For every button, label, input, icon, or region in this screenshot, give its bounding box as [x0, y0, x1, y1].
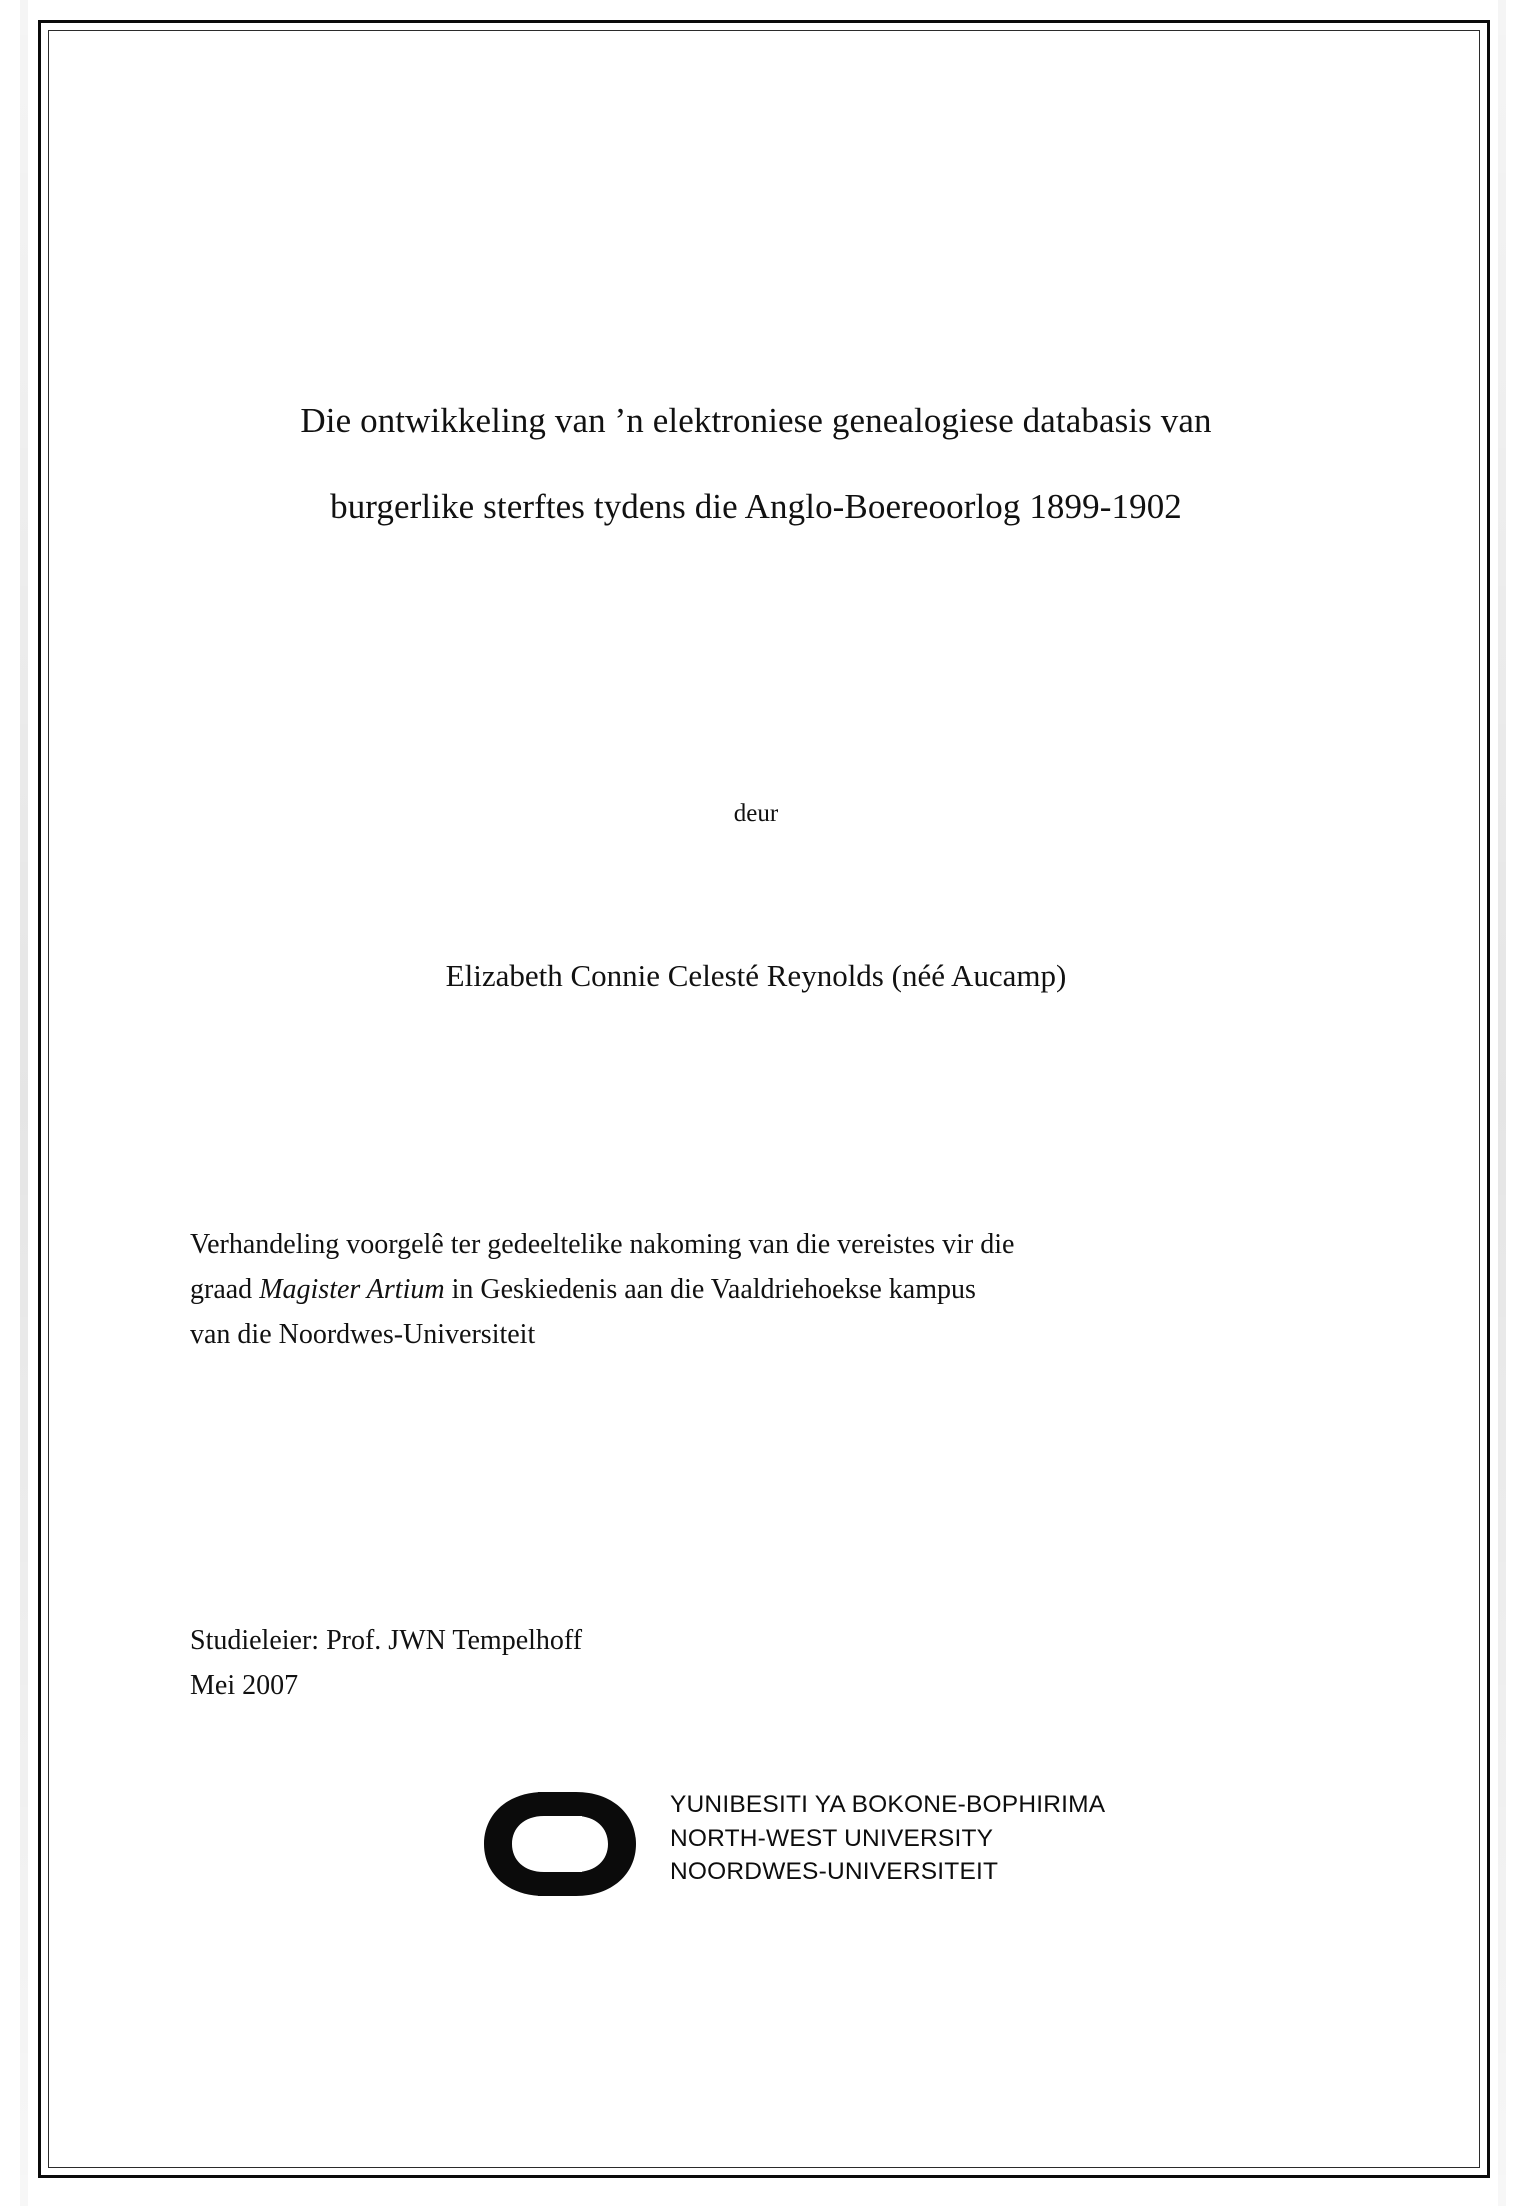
supervisor-and-date: [190, 1618, 1190, 1708]
author-name: Elizabeth Connie Celesté Reynolds (néé Aucamp): [445, 958, 1067, 993]
title-page-content: [186, 0, 1326, 2206]
byline-label: deur: [733, 800, 779, 827]
date-line: Mei 2007: [190, 1670, 299, 1701]
degree-statement-line-2: [190, 1267, 1330, 1312]
north-west-university-logo-icon: [472, 1786, 672, 1902]
degree-statement-line-1: Verhandeling voorgelê ter gedeeltelike nakoming van die vereistes vir die: [190, 1229, 1015, 1260]
degree-statement-line-2-suffix: in Geskiedenis aan die Vaaldriehoekse kampus: [444, 1274, 976, 1305]
scan-edge-shadow-right: [1498, 0, 1506, 2206]
title-line-1: Die ontwikkeling van ’n elektroniese genealogiese databasis van: [300, 401, 1212, 440]
supervisor-line: Studieleier: Prof. JWN Tempelhoff: [190, 1625, 583, 1656]
university-logo: [472, 1782, 1172, 1912]
logo-text-line-3: NOORDWES-UNIVERSITEIT: [670, 1858, 999, 1885]
university-logo-text: [670, 1788, 1170, 1889]
degree-name-italic: Magister Artium: [259, 1274, 445, 1305]
page-title: [186, 378, 1326, 550]
scan-edge-shadow-left: [20, 0, 28, 2206]
logo-text-line-1: YUNIBESITI YA BOKONE-BOPHIRIMA: [670, 1791, 1106, 1818]
degree-statement-line-2-prefix: graad: [190, 1274, 260, 1305]
degree-statement-line-3: van die Noordwes-Universiteit: [190, 1319, 536, 1350]
logo-text-line-2: NORTH-WEST UNIVERSITY: [670, 1824, 994, 1852]
title-line-2: burgerlike sterftes tydens die Anglo-Boereoorlog 1899-1902: [330, 487, 1182, 526]
degree-statement: [190, 1222, 1330, 1357]
